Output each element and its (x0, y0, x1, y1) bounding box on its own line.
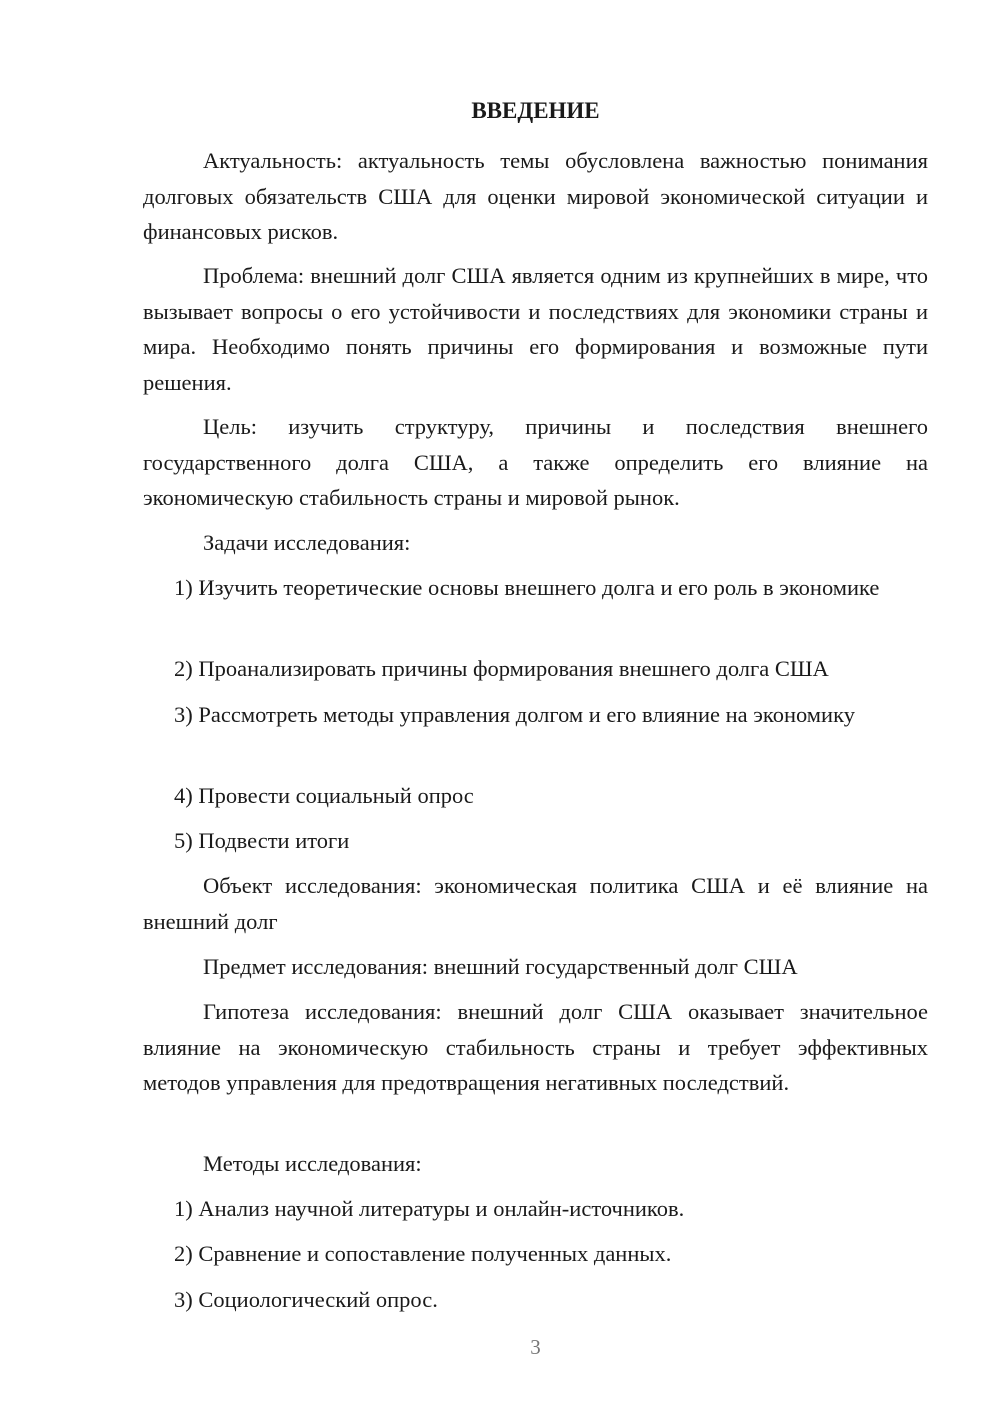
task-item: 1) Изучить теоретические основы внешнего долга и его роль в экономике (174, 575, 880, 600)
page-number: 3 (530, 1335, 541, 1359)
object-paragraph: Объект исследования: экономическая политика США и её влияние на внешний долг (143, 873, 928, 934)
method-item: 1) Анализ научной литературы и онлайн-источников. (174, 1196, 685, 1221)
method-item: 3) Социологический опрос. (174, 1287, 438, 1312)
task-item: 3) Рассмотреть методы управления долгом и его влияние на экономику (174, 702, 855, 727)
subject-paragraph: Предмет исследования: внешний государственный долг США (203, 954, 798, 979)
task-item: 4) Провести социальный опрос (174, 783, 474, 808)
task-item: 2) Проанализировать причины формирования внешнего долга США (174, 656, 829, 681)
hypothesis-paragraph: Гипотеза исследования: внешний долг США оказывает значительное влияние на экономическую стабильность страны и требует эффективных методов управления для предотвращения негативных последствий. (143, 999, 928, 1095)
problem-paragraph: Проблема: внешний долг США является одним из крупнейших в мире, что вызывает вопросы о его устойчивости и последствиях для экономики страны и мира. Необходимо понять причины его формирования и возможные пути решения. (143, 263, 928, 395)
goal-paragraph: Цель: изучить структуру, причины и последствия внешнего государственного долга США, а также определить его влияние на экономическую стабильность страны и мировой рынок. (143, 414, 928, 510)
tasks-heading: Задачи исследования: (203, 530, 411, 555)
methods-heading: Методы исследования: (203, 1151, 422, 1176)
task-item: 5) Подвести итоги (174, 828, 350, 853)
page-title: ВВЕДЕНИЕ (471, 98, 600, 123)
method-item: 2) Сравнение и сопоставление полученных данных. (174, 1241, 672, 1266)
relevance-paragraph: Актуальность: актуальность темы обусловлена важностью понимания долговых обязательств США для оценки мировой экономической ситуации и финансовых рисков. (143, 148, 928, 244)
